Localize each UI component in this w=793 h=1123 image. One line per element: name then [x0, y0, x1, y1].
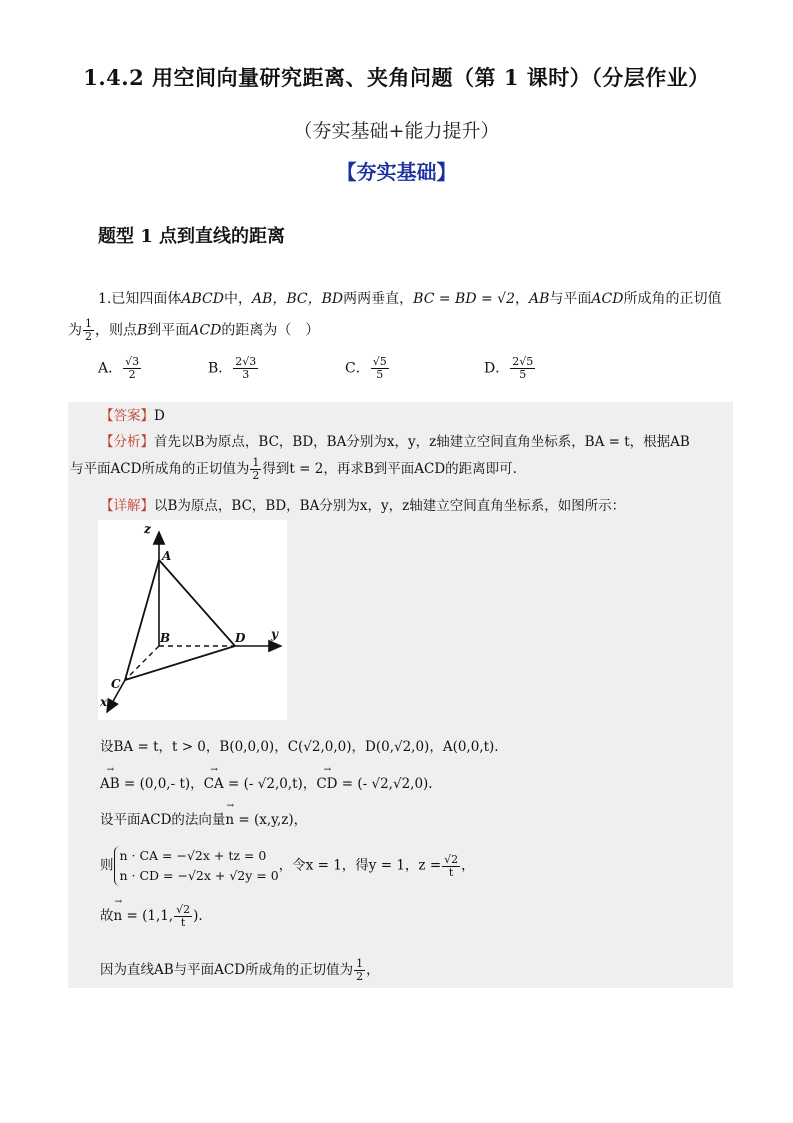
q-text: 1.已知四面体 — [98, 291, 182, 307]
q-var: AB，BC，BD — [251, 291, 344, 307]
fraction — [83, 318, 94, 343]
label-d: D — [235, 631, 246, 645]
analysis-text: 得到t = 2，再求B到平面ACD的距离即可. — [262, 461, 517, 477]
page-title: 1.4.2 用空间向量研究距离、夹角问题（第 1 课时）（分层作业） — [83, 65, 710, 90]
fraction — [250, 457, 261, 482]
frac-den: 2 — [128, 368, 136, 381]
frac-num: √2 — [444, 852, 459, 866]
so-line — [100, 904, 203, 929]
frac-den: t — [180, 916, 186, 929]
fraction — [123, 356, 141, 381]
label-z: z — [144, 522, 151, 536]
frac-num: √2 — [176, 903, 191, 916]
then-text: 则 — [100, 857, 114, 874]
vector-ca: → CA — [204, 776, 224, 792]
fraction — [371, 356, 389, 381]
section-heading: 【夯实基础】 — [336, 160, 457, 184]
frac-num: 2√3 — [235, 355, 257, 368]
ac-edge — [125, 560, 159, 680]
type-heading: 题型 1 点到直线的距离 — [98, 226, 286, 247]
analysis-line-1 — [100, 430, 690, 450]
because-text: 因为直线AB与平面ACD所成角的正切值为 — [100, 962, 354, 978]
normal-line — [100, 808, 307, 828]
so-text: ). — [193, 908, 203, 924]
detail-line-1 — [100, 494, 625, 514]
label-x: x — [100, 695, 108, 709]
frac-den: 5 — [519, 368, 527, 381]
option-label: D． — [484, 360, 510, 377]
q-text: 两两垂直， — [343, 291, 414, 307]
frac-den: 2 — [252, 469, 260, 482]
fraction — [510, 356, 535, 381]
analysis-line-2 — [70, 457, 517, 482]
because-text: ， — [366, 962, 380, 978]
q-var: ACD — [591, 291, 624, 307]
let-text: ， — [461, 857, 475, 874]
let-text: ，令x = 1，得y = 1，z = — [278, 857, 442, 874]
option-label: B． — [208, 360, 233, 377]
equation-1: n · CA = −√2x + tz = 0 — [119, 848, 267, 863]
so-text: = (1,1, — [122, 908, 174, 924]
fraction — [174, 904, 192, 929]
q-text: 的距离为（ ） — [221, 322, 320, 339]
q-var: AB — [529, 291, 550, 307]
q-var: ACD — [189, 322, 222, 339]
detail-text: 以B为原点，BC，BD，BA分别为x，y，z轴建立空间直角坐标系，如图所示： — [154, 498, 626, 514]
q-var: BC = BD = √2 — [413, 291, 516, 307]
frac-num: 1 — [356, 957, 364, 970]
vector-n: → n — [225, 812, 234, 828]
tetrahedron-diagram — [98, 520, 287, 720]
analysis-text: 首先以B为原点，BC，BD，BA分别为x，y，z轴建立空间直角坐标系，BA = t，根据AB — [154, 434, 690, 450]
frac-den: t — [448, 865, 454, 879]
detail-tag: 【详解】 — [100, 498, 154, 514]
q-text: ，则点 — [95, 322, 137, 339]
q-var: ABCD — [181, 291, 224, 307]
frac-den: 3 — [242, 368, 250, 381]
fraction — [233, 356, 258, 381]
equation-system — [114, 846, 279, 886]
answer-value: D — [154, 408, 165, 424]
frac-num: √3 — [125, 355, 140, 368]
answer-line — [100, 404, 165, 424]
q-var: B — [137, 322, 148, 339]
system-line — [100, 846, 475, 886]
option-label: C． — [345, 360, 370, 377]
normal-text: = (x,y,z)， — [234, 812, 308, 828]
vector-n: → n — [114, 908, 123, 924]
so-text: 故 — [100, 908, 114, 924]
because-line — [100, 958, 380, 983]
normal-text: 设平面ACD的法向量 — [100, 812, 226, 828]
frac-num: 2√5 — [512, 355, 534, 368]
ad-edge — [159, 560, 235, 646]
frac-num: √5 — [372, 355, 387, 368]
label-c: C — [111, 677, 121, 691]
option-b[interactable] — [208, 356, 259, 381]
equation-2: n · CD = −√2x + √2y = 0 — [119, 868, 279, 883]
frac-num: 1 — [85, 317, 92, 330]
fraction — [442, 854, 460, 879]
vector-cd: → CD — [316, 776, 337, 792]
q-text: ， — [515, 291, 530, 307]
frac-den: 2 — [356, 970, 364, 983]
q-text: 与平面 — [549, 291, 592, 307]
page-subtitle: （夯实基础+能力提升） — [293, 120, 500, 142]
analysis-tag: 【分析】 — [100, 434, 154, 450]
vector-ab: → AB — [100, 776, 120, 792]
set-line: 设BA = t，t > 0，B(0,0,0)，C(√2,0,0)，D(0,√2,0)，A(0,0,t). — [100, 739, 499, 755]
question-line-2 — [68, 318, 319, 343]
frac-den: 5 — [376, 368, 384, 381]
answer-tag: 【答案】 — [100, 408, 154, 424]
q-text: 所成角的正切值 — [623, 291, 722, 307]
option-c[interactable] — [345, 356, 390, 381]
q-text: 中， — [223, 291, 252, 307]
q-text: 为 — [68, 322, 82, 339]
option-d[interactable] — [484, 356, 536, 381]
frac-den: 2 — [85, 330, 92, 343]
option-a[interactable] — [98, 356, 142, 381]
vector-value: = (- √2,0,t)， — [223, 776, 317, 792]
label-a: A — [162, 549, 172, 563]
vectors-line — [100, 772, 433, 792]
vector-value: = (- √2,√2,0). — [337, 776, 433, 792]
label-b: B — [160, 631, 171, 645]
question-line-1 — [98, 288, 721, 308]
frac-num: 1 — [252, 456, 260, 469]
fraction — [354, 958, 365, 983]
analysis-text: 与平面ACD所成角的正切值为 — [70, 461, 250, 477]
coordinate-figure — [98, 520, 287, 720]
cd-edge — [125, 646, 235, 680]
option-label: A． — [98, 360, 123, 377]
vector-value: = (0,0,- t)， — [119, 776, 204, 792]
q-text: 到平面 — [147, 322, 190, 339]
label-y: y — [271, 627, 278, 641]
